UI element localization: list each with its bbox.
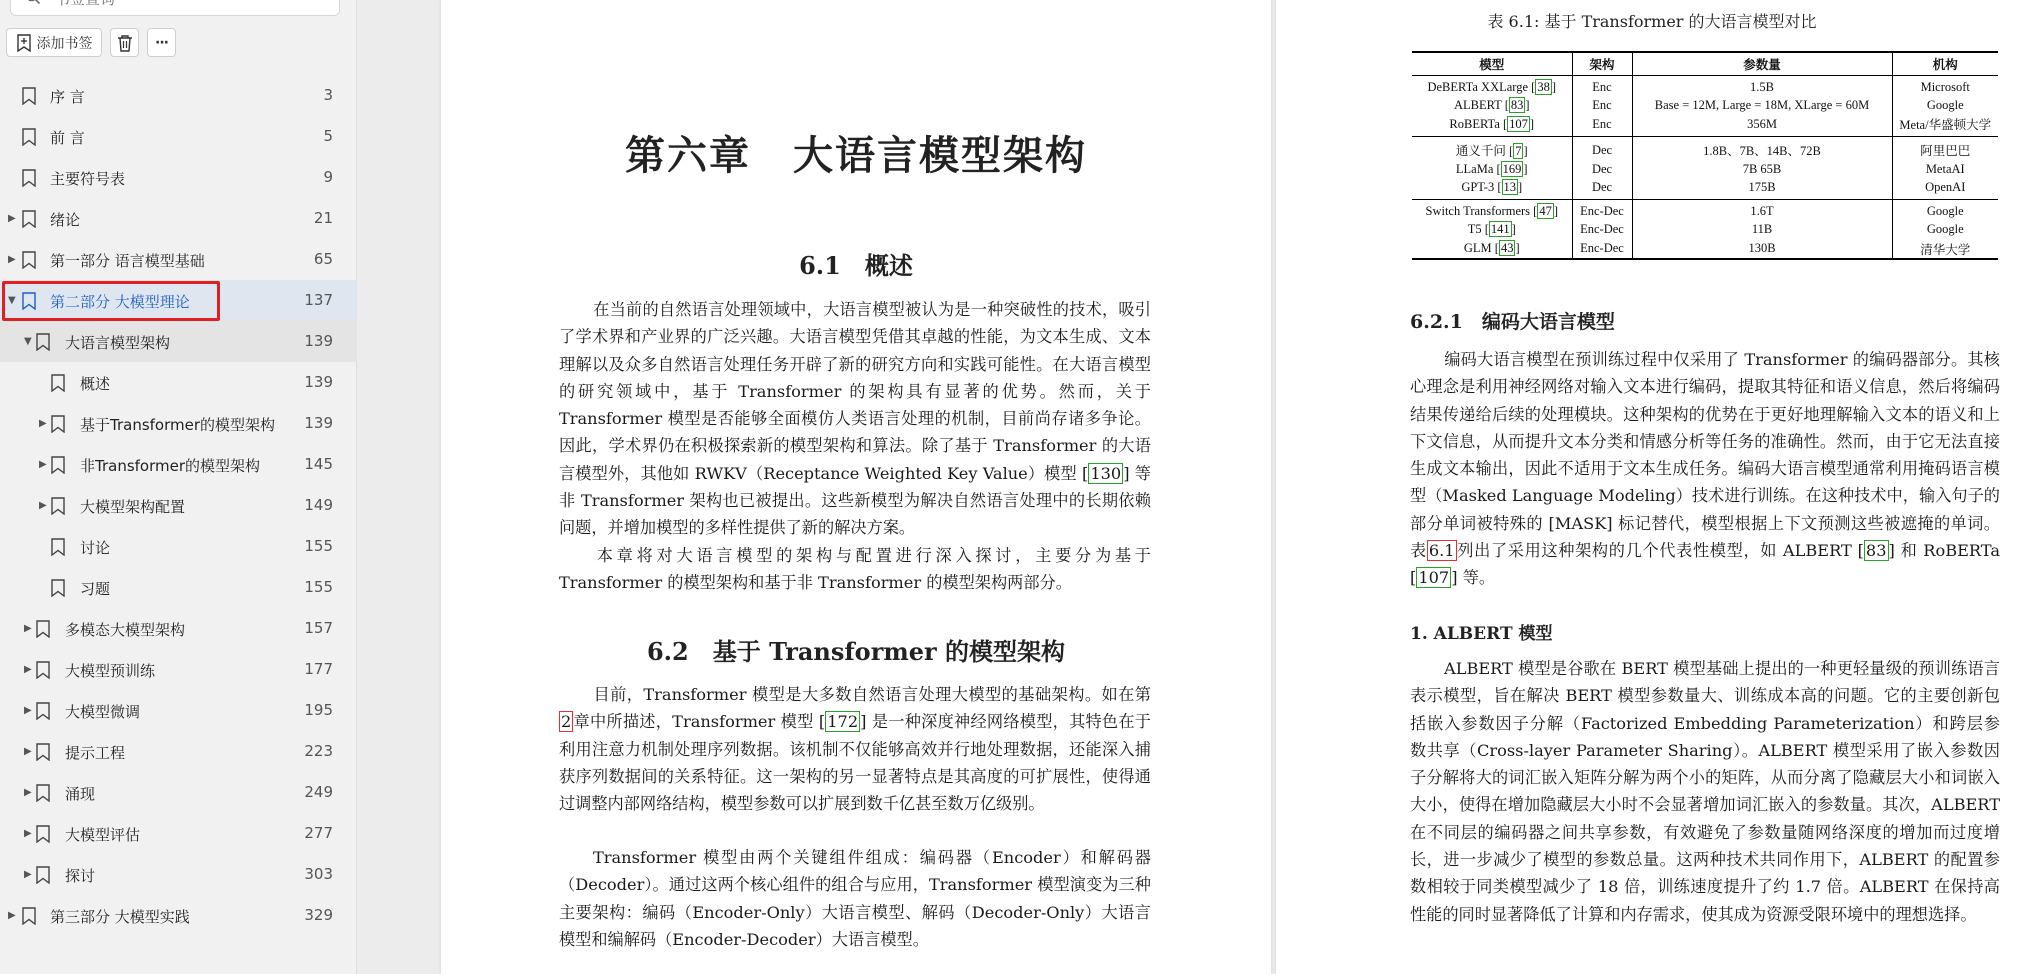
bookmark-item[interactable] bbox=[0, 608, 357, 649]
model-cell: Switch Transformers [ 47 ] bbox=[1425, 203, 1558, 218]
arch-cell: Dec bbox=[1572, 137, 1632, 160]
text-run: 本章将对大语言模型的架构与配置进行深入探讨，主要分为基于 Transformer 的模型架构和基于非 Transformer 的模型架构两部分。 bbox=[559, 546, 1151, 593]
bookmark-icon bbox=[22, 251, 36, 269]
org-cell: Google bbox=[1892, 219, 1998, 239]
chapter-summary-paragraph bbox=[559, 542, 1151, 597]
bookmark-page: 249 bbox=[304, 783, 333, 801]
table-header: 模型 bbox=[1412, 52, 1572, 75]
citation-link[interactable]: 130 bbox=[1090, 463, 1122, 483]
pdf-page-right bbox=[1276, 0, 2028, 974]
model-cell: GPT-3 [ 13 ] bbox=[1412, 179, 1572, 199]
arch-cell: Enc bbox=[1572, 95, 1632, 115]
citation-link[interactable]: 172 bbox=[827, 712, 859, 732]
params-cell: 1.8B、7B、14B、72B bbox=[1632, 137, 1892, 160]
text-run: ] 是一种深度神经网络模型，其特色在于利用注意力机制处理序列数据。该机制不仅能够高效并行地处理数据，还能深入捕获序列数据间的关系特征。这一架构的另一显著特点是其高度的可扩展性，使得通过调整内部网络结构，模型参数可以扩展到数千亿甚至数万亿级别。 bbox=[559, 712, 1151, 814]
expand-arrow-icon[interactable]: ▶ bbox=[8, 213, 16, 224]
bookmark-label: 大模型架构配置 bbox=[80, 498, 186, 516]
text-run: 目前，Transformer 模型是大多数自然语言处理大模型的基础架构。如在第 bbox=[593, 685, 1151, 704]
table-row bbox=[1412, 95, 1998, 115]
bookmark-page: 145 bbox=[304, 455, 333, 473]
table-row bbox=[1412, 115, 1998, 137]
table-row bbox=[1412, 75, 1998, 95]
bookmark-item[interactable] bbox=[0, 813, 357, 854]
bookmark-icon bbox=[36, 743, 50, 761]
bookmark-page: 155 bbox=[304, 537, 333, 555]
params-cell: 175B bbox=[1632, 179, 1892, 199]
expand-arrow-icon[interactable]: ▶ bbox=[8, 254, 16, 265]
bookmark-icon bbox=[51, 579, 65, 597]
bookmark-label: 习题 bbox=[80, 580, 111, 598]
params-cell: Base = 12M, Large = 18M, XLarge = 60M bbox=[1632, 95, 1892, 115]
org-cell: OpenAI bbox=[1892, 179, 1998, 199]
text-run: 在当前的自然语言处理领域中，大语言模型被认为是一种突破性的技术，吸引了学术界和产业界的广泛兴趣。大语言模型凭借其卓越的性能，为文本生成、文本理解以及众多自然语言处理任务开辟了新的研究方向和实践可能性。在大语言模型的研究领域中，基于 Transformer 的架构具有显著的优势。然而，关于 Transformer 模型是否能够全面模仿人类语言处理的机制，目前尚存诸多争论。因此，学术界仍在积极探索新的模型架构和算法。除了基于 Transformer 的大语言模型外，其他如 RWKV（Receptance Weighted Key Value）模型 [ bbox=[559, 300, 1151, 483]
bookmark-icon bbox=[22, 87, 36, 105]
albert-paragraph bbox=[1410, 655, 2000, 928]
section-6-2-title: 6.2 基于 Transformer 的模型架构 bbox=[646, 637, 1066, 666]
expand-arrow-icon[interactable]: ▶ bbox=[24, 705, 32, 716]
overview-paragraph bbox=[559, 296, 1151, 542]
citation-link[interactable]: 47 bbox=[1539, 203, 1552, 218]
bookmark-icon bbox=[22, 210, 36, 228]
bookmark-sidebar bbox=[0, 0, 357, 974]
citation-link[interactable]: 169 bbox=[1502, 161, 1522, 176]
bookmark-item[interactable] bbox=[0, 157, 357, 198]
text-run: ] 等非 Transformer 架构也已被提出。这些新模型为解决自然语言处理中的长期依赖问题，并增加模型的多样性提供了新的解决方案。 bbox=[559, 463, 1151, 538]
bookmark-page: 5 bbox=[323, 127, 333, 145]
params-cell: 1.6T bbox=[1632, 199, 1892, 219]
model-name: DeBERTa XXLarge bbox=[1427, 79, 1529, 94]
bookmark-page: 149 bbox=[304, 496, 333, 514]
encoder-model-paragraph bbox=[1410, 346, 2000, 592]
bookmark-item[interactable] bbox=[0, 198, 357, 239]
bookmark-label: 讨论 bbox=[80, 539, 111, 557]
add-bookmark-label: 添加书签 bbox=[36, 35, 93, 52]
bookmark-page: 3 bbox=[323, 86, 333, 104]
bookmark-item[interactable] bbox=[0, 854, 357, 895]
params-cell: 1.5B bbox=[1632, 75, 1892, 95]
bookmark-icon bbox=[22, 292, 36, 310]
model-cell: DeBERTa XXLarge [ 38 ] bbox=[1427, 79, 1556, 94]
bookmark-icon bbox=[51, 456, 65, 474]
bookmark-label: 概述 bbox=[80, 375, 111, 393]
bookmark-label: 提示工程 bbox=[65, 744, 126, 762]
model-name: T5 bbox=[1467, 221, 1482, 236]
text-run: 编码大语言模型在预训练过程中仅采用了 Transformer 的编码器部分。其核心理念是利用神经网络对输入文本进行编码，提取其特征和语义信息，然后将编码结果传递给后续的处理模块。这种架构的优势在于更好地理解输入文本的语义和上下文信息，从而提升文本分类和情感分析等任务的准确性。然而，由于它无法直接生成文本输出，因此不适用于文本生成任务。编码大语言模型通常利用掩码语言模型（Masked Language Modeling）技术进行训练。在这种技术中，输入句子的部分单词被特殊的 [MASK] 标记替代，模型根据上下文预测这些被遮掩的单词。表 bbox=[1410, 350, 2000, 561]
albert-subsection-title: 1. ALBERT 模型 bbox=[1410, 624, 1553, 644]
bookmark-item[interactable] bbox=[0, 567, 357, 608]
params-cell: 7B 65B bbox=[1632, 159, 1892, 179]
bookmark-label: 绪论 bbox=[50, 211, 81, 229]
bookmark-page: 139 bbox=[304, 414, 333, 432]
model-cell: RoBERTa [ 107 ] bbox=[1412, 115, 1572, 137]
org-cell: Google bbox=[1892, 199, 1998, 219]
more-label: ··· bbox=[155, 34, 168, 51]
model-name: ALBERT bbox=[1453, 97, 1502, 112]
trash-icon bbox=[117, 34, 133, 52]
bookmark-search-input[interactable] bbox=[55, 0, 325, 11]
bookmark-icon bbox=[36, 333, 50, 351]
bookmark-label: 非Transformer的模型架构 bbox=[80, 457, 261, 475]
bookmark-page: 9 bbox=[323, 168, 333, 186]
bookmark-item[interactable] bbox=[0, 649, 357, 690]
table-row bbox=[1412, 219, 1998, 239]
bookmark-page: 195 bbox=[304, 701, 333, 719]
table-row bbox=[1412, 199, 1998, 219]
bookmark-item[interactable] bbox=[0, 690, 357, 731]
expand-arrow-icon[interactable]: ▶ bbox=[24, 787, 32, 798]
citation-link[interactable]: 13 bbox=[1503, 179, 1516, 194]
bookmark-item[interactable] bbox=[0, 731, 357, 772]
bookmark-item[interactable] bbox=[0, 772, 357, 813]
more-options-button[interactable] bbox=[147, 28, 176, 57]
table-ref-link[interactable]: 6.1 bbox=[1428, 541, 1455, 561]
model-name: 通义千问 bbox=[1455, 144, 1506, 158]
bookmark-search-box[interactable] bbox=[10, 0, 340, 16]
chapter-ref-link[interactable]: 2 bbox=[561, 712, 572, 732]
bookmark-icon bbox=[22, 907, 36, 925]
bookmark-item[interactable] bbox=[0, 116, 357, 157]
model-comparison-table bbox=[1412, 51, 1998, 260]
bookmark-icon bbox=[51, 415, 65, 433]
section-6-2-1-title: 6.2.1 编码大语言模型 bbox=[1410, 311, 1615, 333]
expand-arrow-icon[interactable]: ▶ bbox=[24, 828, 32, 839]
bookmark-item[interactable] bbox=[0, 239, 357, 280]
org-cell: Meta/华盛顿大学 bbox=[1892, 115, 1998, 137]
org-cell: MetaAI bbox=[1892, 159, 1998, 179]
model-cell: T5 [ 141 ] bbox=[1467, 221, 1516, 236]
model-cell: GLM [ 43 ] bbox=[1412, 239, 1572, 259]
arch-cell: Enc bbox=[1572, 115, 1632, 137]
bookmark-label: 探讨 bbox=[65, 867, 96, 885]
text-run: ALBERT 模型是谷歌在 BERT 模型基础上提出的一种更轻量级的预训练语言表示模型，旨在解决 BERT 模型参数量大、训练成本高的问题。它的主要创新包括嵌入参数因子分解（Factorized Embedding Parameterization）和跨层参数共享（Cross-layer Parameter Sharing）。ALBERT 模型采用了嵌入参数因子分解将大的词汇嵌入矩阵分解为两个小的矩阵，从而分离了隐藏层大小和词嵌入大小，使得在增加隐藏层大小时不会显著增加词汇嵌入的参数量。其次，ALBERT 在不同层的编码器之间共享参数，有效避免了参数量随网络深度的增加而过度增长，进一步减少了模型的参数总量。这两种技术共同作用下，ALBERT 的配置参数相较于同类模型减少了 18 倍，训练速度提升了约 1.7 倍。ALBERT 在保持高性能的同时显著降低了计算和内存需求，使其成为资源受限环境中的理想选择。 bbox=[1410, 659, 2000, 924]
table-row bbox=[1412, 159, 1998, 179]
bookmark-page: 223 bbox=[304, 742, 333, 760]
expand-arrow-icon[interactable]: ▶ bbox=[24, 623, 32, 634]
bookmark-icon bbox=[51, 374, 65, 392]
bookmark-item[interactable] bbox=[0, 362, 357, 403]
org-cell: 清华大学 bbox=[1892, 239, 1998, 259]
bookmark-page: 155 bbox=[304, 578, 333, 596]
bookmark-label: 涌现 bbox=[65, 785, 96, 803]
bookmark-item[interactable] bbox=[0, 75, 357, 116]
table-row bbox=[1412, 179, 1998, 199]
text-run: Transformer 模型由两个关键组件组成：编码器（Encoder）和解码器（Decoder）。通过这两个核心组件的组合与应用，Transformer 模型演变为三种主要架构：编码（Encoder-Only）大语言模型、解码（Decoder-Only）大语言模型和编解码（Encoder-Decoder）大语言模型。 bbox=[559, 848, 1151, 949]
bookmark-label: 前 言 bbox=[50, 129, 85, 147]
model-name: Switch Transformers bbox=[1425, 203, 1531, 218]
bookmark-label: 主要符号表 bbox=[50, 170, 126, 188]
bookmark-icon bbox=[36, 702, 50, 720]
collapse-arrow-icon[interactable]: ▼ bbox=[8, 295, 16, 306]
bookmark-page: 139 bbox=[304, 332, 333, 350]
arch-cell: Enc-Dec bbox=[1572, 219, 1632, 239]
bookmark-icon bbox=[22, 128, 36, 146]
citation-link[interactable]: 83 bbox=[1510, 97, 1524, 112]
citation-link[interactable]: 43 bbox=[1500, 241, 1514, 255]
model-cell: ALBERT [ 83 ] bbox=[1453, 97, 1530, 112]
add-bookmark-icon bbox=[16, 34, 32, 52]
bookmark-label: 大模型预训练 bbox=[65, 662, 156, 680]
text-run: ] 和 RoBERTa [ bbox=[1410, 541, 2000, 588]
citation-link[interactable]: 7 bbox=[1515, 144, 1522, 158]
bookmark-icon bbox=[36, 784, 50, 802]
expand-arrow-icon[interactable]: ▶ bbox=[24, 664, 32, 675]
expand-arrow-icon[interactable]: ▶ bbox=[8, 910, 16, 921]
org-cell: Google bbox=[1892, 95, 1998, 115]
citation-link[interactable]: 107 bbox=[1418, 568, 1450, 588]
expand-arrow-icon[interactable]: ▶ bbox=[24, 869, 32, 880]
bookmark-page: 21 bbox=[313, 209, 333, 227]
expand-arrow-icon[interactable]: ▶ bbox=[24, 746, 32, 757]
bookmark-icon bbox=[36, 620, 50, 638]
bookmark-page: 329 bbox=[304, 906, 333, 924]
section-6-1-title: 6.1 概述 bbox=[799, 251, 913, 280]
bookmark-icon bbox=[22, 169, 36, 187]
model-cell: 通义千问 [ 7 ] bbox=[1455, 144, 1528, 158]
bookmark-item-selected[interactable] bbox=[0, 280, 357, 321]
bookmark-page: 303 bbox=[304, 865, 333, 883]
model-name: LLaMa bbox=[1455, 161, 1494, 176]
model-name: GPT-3 bbox=[1461, 179, 1495, 194]
arch-cell: Enc bbox=[1572, 75, 1632, 95]
bookmark-item-current[interactable] bbox=[0, 321, 357, 362]
bookmark-item[interactable] bbox=[0, 526, 357, 567]
text-run: 列出了采用这种架构的几个代表性模型，如 ALBERT [ bbox=[1456, 541, 1864, 561]
bookmark-label: 大模型微调 bbox=[65, 703, 141, 721]
table-header: 机构 bbox=[1892, 52, 1998, 75]
pdf-page-left bbox=[441, 0, 1271, 974]
bookmark-label: 第二部分 大模型理论 bbox=[50, 293, 190, 311]
citation-link[interactable]: 141 bbox=[1490, 221, 1510, 236]
arch-cell: Enc-Dec bbox=[1572, 199, 1632, 219]
bookmark-icon bbox=[36, 661, 50, 679]
expand-arrow-icon[interactable]: ▶ bbox=[39, 418, 47, 429]
arch-cell: Enc-Dec bbox=[1572, 239, 1632, 259]
arch-cell: Dec bbox=[1572, 159, 1632, 179]
table-caption: 表 6.1: 基于 Transformer 的大语言模型对比 bbox=[1487, 12, 1817, 31]
bookmark-icon bbox=[36, 866, 50, 884]
bookmark-item[interactable] bbox=[0, 485, 357, 526]
bookmark-icon bbox=[51, 538, 65, 556]
model-name: RoBERTa bbox=[1449, 116, 1500, 131]
org-cell: Microsoft bbox=[1892, 75, 1998, 95]
citation-link[interactable]: 83 bbox=[1865, 541, 1887, 561]
org-cell: 阿里巴巴 bbox=[1892, 137, 1998, 160]
bookmark-label: 第一部分 语言模型基础 bbox=[50, 252, 205, 270]
search-icon bbox=[25, 0, 41, 5]
bookmark-page: 65 bbox=[313, 250, 333, 268]
bookmark-icon bbox=[36, 825, 50, 843]
expand-arrow-icon[interactable]: ▶ bbox=[39, 459, 47, 470]
bookmark-tree bbox=[0, 75, 357, 936]
bookmark-toolbar bbox=[6, 28, 176, 58]
bookmark-page: 277 bbox=[304, 824, 333, 842]
bookmark-icon bbox=[51, 497, 65, 515]
bookmark-item[interactable] bbox=[0, 444, 357, 485]
bookmark-label: 大模型评估 bbox=[65, 826, 141, 844]
delete-bookmark-button[interactable] bbox=[110, 28, 139, 57]
params-cell: 11B bbox=[1632, 219, 1892, 239]
expand-arrow-icon[interactable]: ▶ bbox=[39, 500, 47, 511]
bookmark-label: 大语言模型架构 bbox=[65, 334, 171, 352]
table-row bbox=[1412, 137, 1998, 160]
bookmark-page: 137 bbox=[304, 291, 333, 309]
citation-link[interactable]: 107 bbox=[1509, 116, 1528, 131]
add-bookmark-button[interactable] bbox=[6, 28, 102, 57]
chapter-title: 第六章 大语言模型架构 bbox=[625, 132, 1087, 179]
model-cell: LLaMa [ 169 ] bbox=[1455, 161, 1528, 176]
params-cell: 356M bbox=[1632, 115, 1892, 137]
text-run: 章中所描述，Transformer 模型 [ bbox=[573, 712, 826, 732]
text-run: ] 等。 bbox=[1451, 568, 1496, 588]
model-name: GLM bbox=[1463, 241, 1492, 255]
table-header: 参数量 bbox=[1632, 52, 1892, 75]
bookmark-item[interactable] bbox=[0, 895, 357, 936]
citation-link[interactable]: 38 bbox=[1537, 79, 1550, 94]
bookmark-label: 序 言 bbox=[50, 88, 85, 106]
bookmark-page: 139 bbox=[304, 373, 333, 391]
bookmark-label: 第三部分 大模型实践 bbox=[50, 908, 190, 926]
table-row bbox=[1412, 239, 1998, 259]
arch-cell: Dec bbox=[1572, 179, 1632, 199]
bookmark-page: 157 bbox=[304, 619, 333, 637]
bookmark-page: 177 bbox=[304, 660, 333, 678]
collapse-arrow-icon[interactable]: ▼ bbox=[24, 336, 32, 347]
transformer-components-paragraph bbox=[559, 844, 1151, 953]
table-header: 架构 bbox=[1572, 52, 1632, 75]
params-cell: 130B bbox=[1632, 239, 1892, 259]
bookmark-item[interactable] bbox=[0, 403, 357, 444]
bookmark-label: 多模态大模型架构 bbox=[65, 621, 186, 639]
transformer-intro-paragraph bbox=[559, 681, 1151, 817]
bookmark-label: 基于Transformer的模型架构 bbox=[80, 416, 276, 434]
